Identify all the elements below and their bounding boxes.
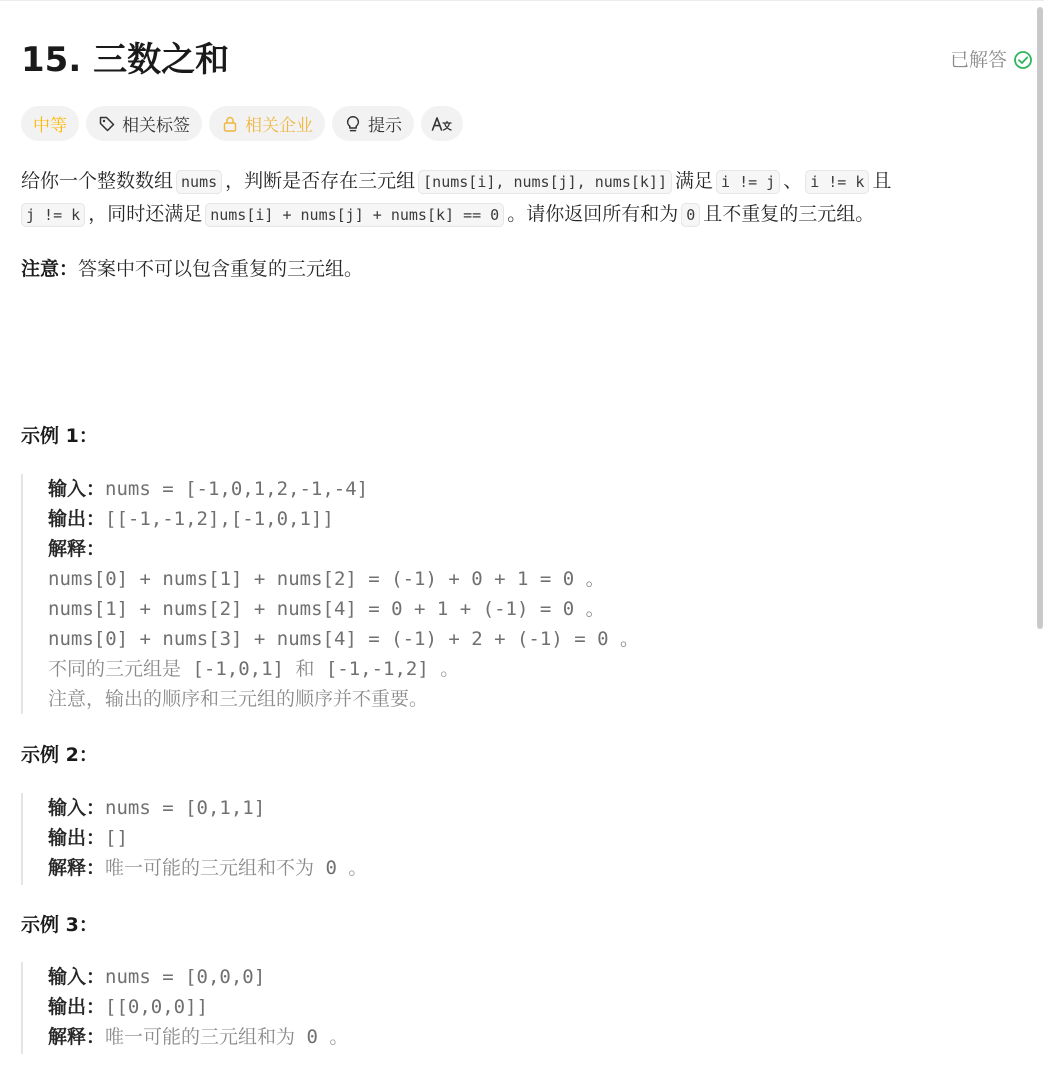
explanation-label: 解释： [48,1026,106,1048]
statement-text: 且 [872,170,892,192]
note-label: 注意： [21,258,79,280]
related-companies-label: 相关企业 [245,116,313,136]
example-2-title: 示例 2： [21,744,98,766]
lock-icon [221,115,239,133]
example-3-block [21,962,1021,1054]
hint-label: 提示 [368,116,402,136]
explanation-label: 解释： [48,857,106,879]
statement-text: ，判断是否存在三元组 [225,170,416,192]
example-output [48,504,1021,534]
order-note-line: 注意，输出的顺序和三元组的顺序并不重要。 [48,688,429,710]
explanation-line: nums[0] + nums[3] + nums[4] = (-1) + 2 + (-1) = 0 。 [48,628,639,650]
difficulty-label: 中等 [33,116,67,136]
explanation-label: 解释： [48,538,106,560]
statement-text: 、 [783,170,803,192]
check-circle-icon [1013,50,1033,70]
example-input [48,474,1021,504]
explanation-line: nums[1] + nums[2] + nums[4] = 0 + 1 + (-1) = 0 。 [48,598,605,620]
solved-label: 已解答 [949,49,1007,71]
explanation-text: 不同的三元组是 [48,658,182,680]
statement-text: ，同时还满足 [88,203,203,225]
statement-note [21,253,363,285]
statement-text: 。请你返回所有和为 [507,203,679,225]
translate-icon [431,115,453,133]
explanation-text: 。 [440,658,460,680]
explanation-text: 唯一可能的三元组和不为 [105,857,315,879]
related-companies-button[interactable] [209,106,325,141]
note-text: 答案中不可以包含重复的三元组。 [78,258,364,280]
output-value: [[-1,-1,2],[-1,0,1]] [105,508,334,530]
problem-statement [21,165,1031,231]
triplet-code: [-1,-1,2] [314,658,441,680]
example-2-block [21,793,1021,885]
example-3-title: 示例 3： [21,914,98,936]
explanation-text: 和 [295,658,315,680]
vertical-scrollbar[interactable] [1037,7,1043,629]
explanation-code: 0 [295,1026,330,1048]
explanation-line: nums[0] + nums[1] + nums[2] = (-1) + 0 + 1 = 0 。 [48,568,605,590]
triplet-code: [-1,0,1] [181,658,296,680]
input-label: 输入： [48,797,106,819]
explanation-text: 唯一可能的三元组和为 [105,1026,296,1048]
problem-title[interactable]: 15. 三数之和 [21,40,230,80]
tag-bar [21,106,463,141]
output-value: [[0,0,0]] [105,996,208,1018]
lightbulb-icon [344,115,362,133]
example-output [48,992,1021,1022]
title-row [21,37,1033,85]
inline-code-i-ne-k: i != k [805,170,869,194]
related-tags-button[interactable] [86,106,202,141]
statement-paragraph [21,165,1031,231]
distinct-triplets-line [48,654,1021,684]
input-value: nums = [-1,0,1,2,-1,-4] [105,478,369,500]
inline-code-i-ne-j: i != j [716,170,780,194]
hint-button[interactable] [332,106,414,141]
statement-text: 且不重复的三元组。 [703,203,875,225]
output-label: 输出： [48,508,106,530]
example-1-title: 示例 1： [21,425,98,447]
statement-text: 满足 [675,170,714,192]
output-label: 输出： [48,827,106,849]
explanation-text: 。 [348,857,368,879]
inline-code-triplet: [nums[i], nums[j], nums[k]] [418,170,672,194]
output-value: [] [105,827,128,849]
explanation-code: 0 [314,857,349,879]
example-input [48,793,1021,823]
input-label: 输入： [48,478,106,500]
output-label: 输出： [48,996,106,1018]
input-value: nums = [0,1,1] [105,797,266,819]
example-input [48,962,1021,992]
input-label: 输入： [48,966,106,988]
example-1-block [21,474,1021,714]
statement-text: 给你一个整数数组 [21,170,174,192]
inline-code-j-ne-k: j != k [21,203,85,227]
inline-code-zero: 0 [681,203,700,227]
example-explanation [48,534,1021,564]
explanation-text: 。 [329,1026,349,1048]
inline-code-sum: nums[i] + nums[j] + nums[k] == 0 [205,203,504,227]
inline-code-nums: nums [176,170,222,194]
example-explanation [48,1022,1021,1052]
input-value: nums = [0,0,0] [105,966,266,988]
translate-button[interactable] [421,106,463,141]
solved-status [950,45,1033,75]
example-output [48,823,1021,853]
example-explanation [48,853,1021,883]
related-tags-label: 相关标签 [122,116,190,136]
difficulty-badge[interactable] [21,106,79,141]
tag-icon [98,115,116,133]
